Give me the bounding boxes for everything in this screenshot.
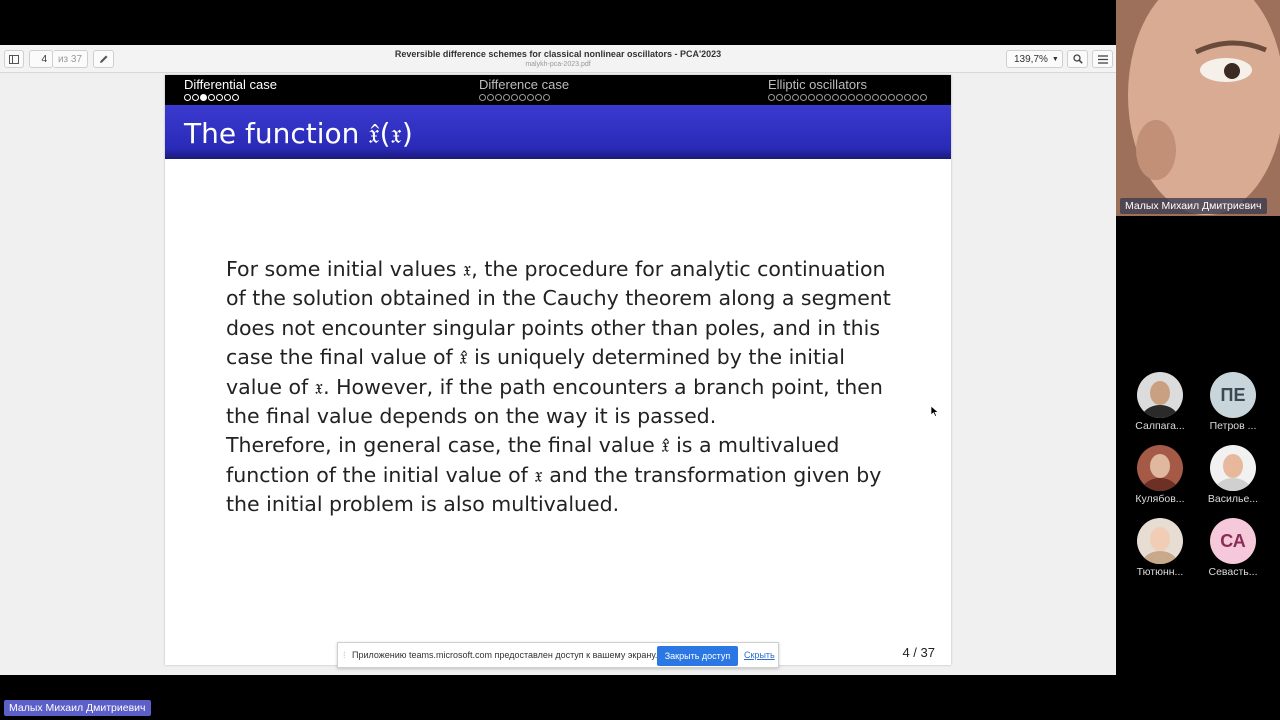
nav-section-1[interactable] xyxy=(479,77,569,101)
nav-dot[interactable] xyxy=(816,94,823,101)
nav-dot[interactable] xyxy=(495,94,502,101)
zoom-value: 139,7% xyxy=(1014,53,1048,65)
nav-dot[interactable] xyxy=(784,94,791,101)
avatar xyxy=(1137,372,1183,418)
nav-dot[interactable] xyxy=(479,94,486,101)
avatar xyxy=(1137,445,1183,491)
nav-dot[interactable] xyxy=(535,94,542,101)
nav-dot[interactable] xyxy=(792,94,799,101)
slide-navigation xyxy=(165,75,951,105)
participant-tile[interactable] xyxy=(1125,518,1195,578)
nav-section-label: Elliptic oscillators xyxy=(768,77,867,92)
hide-link[interactable]: Скрыть xyxy=(744,650,775,660)
page-total-label: из 37 xyxy=(53,50,88,68)
nav-dot[interactable] xyxy=(503,94,510,101)
participant-name: Петров ... xyxy=(1209,420,1257,432)
nav-dots xyxy=(768,94,927,101)
nav-dot[interactable] xyxy=(519,94,526,101)
nav-section-label: Difference case xyxy=(479,77,570,92)
nav-dot[interactable] xyxy=(832,94,839,101)
nav-dot[interactable] xyxy=(200,94,207,101)
drag-handle-icon[interactable]: ⁞ xyxy=(343,650,346,660)
nav-dot[interactable] xyxy=(216,94,223,101)
nav-section-0[interactable] xyxy=(184,77,277,101)
participant-tile[interactable] xyxy=(1125,445,1195,505)
nav-dot[interactable] xyxy=(904,94,911,101)
sidebar-toggle-button[interactable] xyxy=(4,50,24,68)
nav-dots xyxy=(479,94,569,101)
nav-dot[interactable] xyxy=(232,94,239,101)
avatar xyxy=(1137,518,1183,564)
avatar: СА xyxy=(1210,518,1256,564)
search-button[interactable] xyxy=(1067,50,1088,68)
slide-paragraph: Therefore, in general case, the final value 𝔵̂ is a multivalued function of the initial value of 𝔵 and the transformation given by the initial problem is also multivalued. xyxy=(226,433,882,517)
participant-name: Севасть... xyxy=(1208,566,1258,578)
participant-tile[interactable] xyxy=(1198,518,1268,578)
participant-name: Василье... xyxy=(1207,493,1259,505)
participant-name: Салпага... xyxy=(1135,420,1185,432)
pdf-toolbar xyxy=(0,45,1116,73)
slide-title: The function 𝔵̂(𝔵) xyxy=(184,117,413,150)
presenter-name-label: Малых Михаил Дмитриевич xyxy=(4,700,151,716)
nav-dot[interactable] xyxy=(208,94,215,101)
pdf-viewer xyxy=(0,45,1116,675)
participant-tile[interactable] xyxy=(1125,372,1195,432)
nav-dot[interactable] xyxy=(543,94,550,101)
speaker-face xyxy=(1116,0,1280,216)
slide-paragraph: For some initial values 𝔵, the procedure for analytic continuation of the solution obtained in the Cauchy theorem along a segment does not encounter singular points other than poles, and in this case the final value of 𝔵̂ is uniquely determined by the initial value of 𝔵. However, if the path encounters a branch point, then the final value depends on the way it is passed. xyxy=(226,257,891,429)
nav-dot[interactable] xyxy=(872,94,879,101)
document-title: Reversible difference schemes for classical nonlinear oscillators - PCA'2023 xyxy=(394,49,722,59)
nav-dot[interactable] xyxy=(824,94,831,101)
slide-title-bar xyxy=(165,105,951,159)
sidebar-icon xyxy=(9,55,19,64)
avatar: ПЕ xyxy=(1210,372,1256,418)
share-message: Приложению teams.microsoft.com предоставлен доступ к вашему экрану. xyxy=(352,650,658,660)
screen-share-notification xyxy=(337,642,779,668)
participant-tile[interactable] xyxy=(1198,372,1268,432)
nav-dot[interactable] xyxy=(192,94,199,101)
nav-section-2[interactable] xyxy=(768,77,927,101)
hamburger-icon xyxy=(1098,55,1108,64)
annotate-button[interactable] xyxy=(93,50,114,68)
participant-name: Кулябов... xyxy=(1135,493,1185,505)
nav-dot[interactable] xyxy=(487,94,494,101)
speaker-video[interactable] xyxy=(1116,0,1280,216)
nav-dot[interactable] xyxy=(768,94,775,101)
nav-dot[interactable] xyxy=(527,94,534,101)
participant-name: Тютюнн... xyxy=(1136,566,1184,578)
nav-dot[interactable] xyxy=(840,94,847,101)
nav-dot[interactable] xyxy=(920,94,927,101)
zoom-select[interactable] xyxy=(1006,50,1063,68)
slide-page xyxy=(165,75,951,665)
mouse-cursor-icon xyxy=(931,406,939,417)
nav-dot[interactable] xyxy=(511,94,518,101)
speaker-name-label: Малых Михаил Дмитриевич xyxy=(1120,198,1267,214)
nav-dot[interactable] xyxy=(880,94,887,101)
nav-dot[interactable] xyxy=(864,94,871,101)
menu-button[interactable] xyxy=(1092,50,1113,68)
nav-dot[interactable] xyxy=(912,94,919,101)
chevron-down-icon: ▼ xyxy=(1051,55,1059,63)
pencil-icon xyxy=(99,54,109,64)
nav-dot[interactable] xyxy=(808,94,815,101)
nav-dot[interactable] xyxy=(800,94,807,101)
participant-tile[interactable] xyxy=(1198,445,1268,505)
slide-body xyxy=(226,255,896,520)
search-icon xyxy=(1073,54,1083,64)
nav-dot[interactable] xyxy=(848,94,855,101)
nav-dots xyxy=(184,94,277,101)
slide-page-number: 4 / 37 xyxy=(902,645,935,660)
stop-sharing-button[interactable]: Закрыть доступ xyxy=(657,646,738,666)
nav-dot[interactable] xyxy=(224,94,231,101)
nav-dot[interactable] xyxy=(184,94,191,101)
nav-dot[interactable] xyxy=(888,94,895,101)
nav-dot[interactable] xyxy=(776,94,783,101)
document-filename: malykh-pca-2023.pdf xyxy=(525,61,591,68)
page-number-input[interactable]: 4 xyxy=(29,50,53,68)
avatar xyxy=(1210,445,1256,491)
nav-dot[interactable] xyxy=(896,94,903,101)
nav-section-label: Differential case xyxy=(184,77,277,92)
nav-dot[interactable] xyxy=(856,94,863,101)
